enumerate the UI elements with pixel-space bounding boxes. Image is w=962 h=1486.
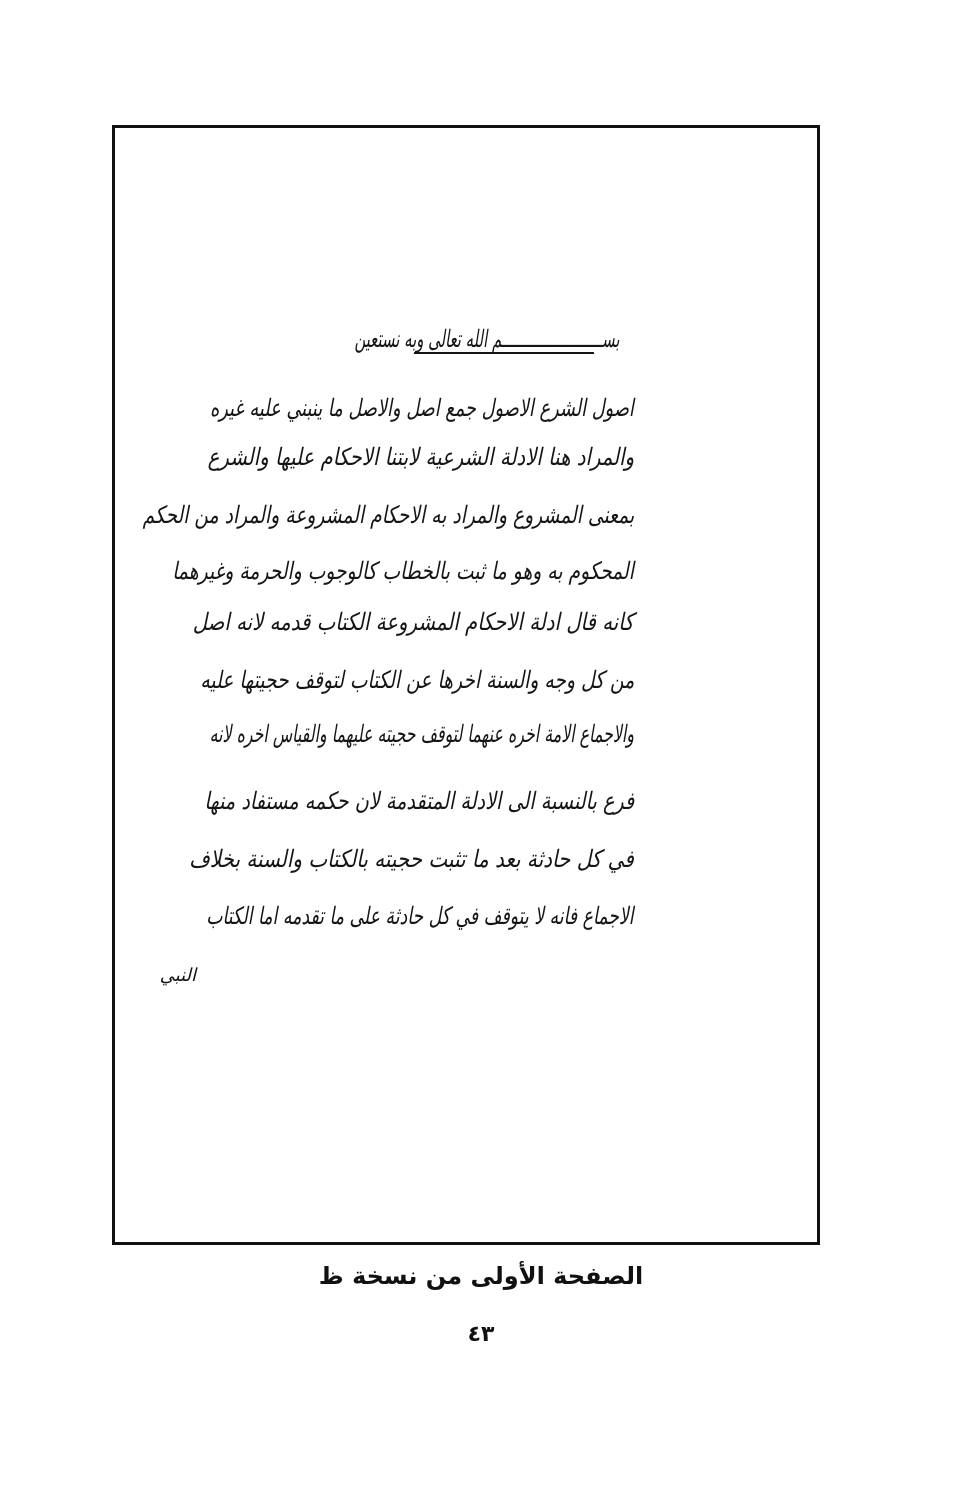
manuscript-line: بمعنى المشروع والمراد به الاحكام المشروعة والمراد من الحكم — [142, 501, 634, 529]
figure-caption: الصفحة الأولى من نسخة ظ — [318, 1262, 644, 1290]
manuscript-line: فرع بالنسبة الى الادلة المتقدمة لان حكمه مستفاد منها — [204, 787, 634, 815]
page-number: ٤٣ — [467, 1322, 495, 1347]
manuscript-line: الاجماع فانه لا يتوقف في كل حادثة على ما تقدمه اما الكتاب — [206, 902, 634, 930]
manuscript-line: والمراد هنا الادلة الشرعية لابتنا الاحكام عليها والشرع — [207, 443, 634, 471]
manuscript-text — [120, 200, 634, 986]
manuscript-catchword: النبي — [159, 965, 196, 986]
manuscript-line: من كل وجه والسنة اخرها عن الكتاب لتوقف حجيتها عليه — [200, 666, 634, 694]
manuscript-line: المحكوم به وهو ما ثبت بالخطاب كالوجوب والحرمة وغيرهما — [172, 557, 634, 585]
manuscript-line: كانه قال ادلة الاحكام المشروعة الكتاب قدمه لانه اصل — [193, 608, 634, 636]
manuscript-line: في كل حادثة بعد ما تثبت حجيته بالكتاب والسنة بخلاف — [189, 845, 634, 873]
manuscript-line: اصول الشرع الاصول جمع اصل والاصل ما ينبني عليه غيره — [210, 394, 634, 422]
manuscript-line-basmala: بســـــــــــــــــــــــم الله تعالى وبه نستعين — [354, 325, 620, 353]
manuscript-line: والاجماع الامة اخره عنهما لتوقف حجيته عليهما والقياس اخره لانه — [209, 720, 634, 748]
